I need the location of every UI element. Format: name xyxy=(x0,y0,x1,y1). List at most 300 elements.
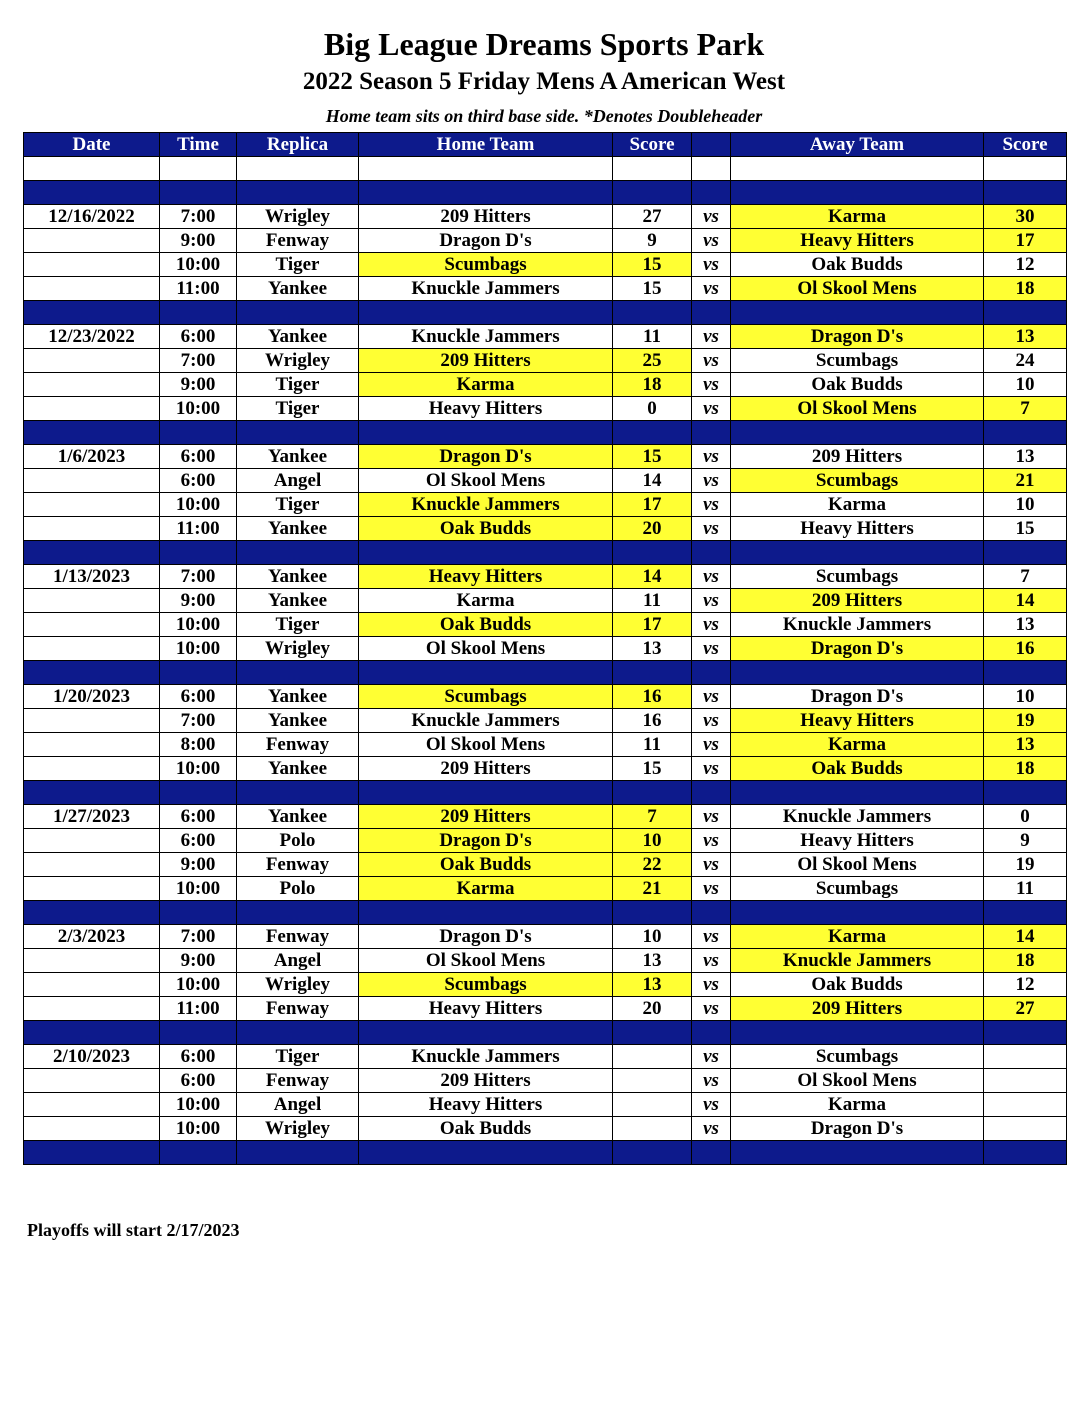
away-score: 7 xyxy=(984,397,1067,421)
game-date xyxy=(24,1093,160,1117)
home-score: 14 xyxy=(613,565,692,589)
home-score xyxy=(613,1117,692,1141)
game-time: 6:00 xyxy=(160,325,237,349)
game-time: 10:00 xyxy=(160,493,237,517)
vs-label: vs xyxy=(692,613,731,637)
col-header-home-score: Score xyxy=(613,133,692,157)
home-score: 10 xyxy=(613,829,692,853)
home-team: 209 Hitters xyxy=(359,805,613,829)
away-score: 14 xyxy=(984,589,1067,613)
game-replica: Angel xyxy=(237,1093,359,1117)
col-header-time: Time xyxy=(160,133,237,157)
home-score: 20 xyxy=(613,517,692,541)
home-score: 15 xyxy=(613,277,692,301)
game-replica: Tiger xyxy=(237,373,359,397)
game-row xyxy=(24,733,1067,757)
game-time: 9:00 xyxy=(160,589,237,613)
home-team: Ol Skool Mens xyxy=(359,733,613,757)
game-date: 1/6/2023 xyxy=(24,445,160,469)
page-title: Big League Dreams Sports Park xyxy=(323,26,765,62)
game-date xyxy=(24,997,160,1021)
game-time: 7:00 xyxy=(160,925,237,949)
separator-row xyxy=(24,181,1067,205)
game-replica: Fenway xyxy=(237,733,359,757)
home-team: Knuckle Jammers xyxy=(359,1045,613,1069)
game-replica: Yankee xyxy=(237,325,359,349)
game-replica: Wrigley xyxy=(237,973,359,997)
game-date: 1/20/2023 xyxy=(24,685,160,709)
game-row xyxy=(24,973,1067,997)
vs-label: vs xyxy=(692,637,731,661)
away-team: Oak Budds xyxy=(731,373,984,397)
home-score: 13 xyxy=(613,949,692,973)
game-replica: Yankee xyxy=(237,277,359,301)
away-team: Dragon D's xyxy=(731,685,984,709)
game-time: 10:00 xyxy=(160,1093,237,1117)
game-row xyxy=(24,805,1067,829)
vs-label: vs xyxy=(692,829,731,853)
vs-label: vs xyxy=(692,709,731,733)
game-time: 7:00 xyxy=(160,349,237,373)
game-row xyxy=(24,325,1067,349)
home-score: 21 xyxy=(613,877,692,901)
away-score: 0 xyxy=(984,805,1067,829)
game-date xyxy=(24,349,160,373)
away-score: 13 xyxy=(984,613,1067,637)
game-row xyxy=(24,949,1067,973)
home-score: 22 xyxy=(613,853,692,877)
game-row xyxy=(24,445,1067,469)
game-date xyxy=(24,613,160,637)
separator-row xyxy=(24,421,1067,445)
game-row xyxy=(24,493,1067,517)
game-replica: Yankee xyxy=(237,805,359,829)
away-score xyxy=(984,1093,1067,1117)
home-team: Knuckle Jammers xyxy=(359,709,613,733)
home-score: 10 xyxy=(613,925,692,949)
home-team: Scumbags xyxy=(359,685,613,709)
away-score xyxy=(984,1045,1067,1069)
vs-label: vs xyxy=(692,589,731,613)
game-time: 6:00 xyxy=(160,805,237,829)
game-row xyxy=(24,565,1067,589)
vs-label: vs xyxy=(692,973,731,997)
away-team: Karma xyxy=(731,205,984,229)
game-time: 6:00 xyxy=(160,1045,237,1069)
game-replica: Yankee xyxy=(237,565,359,589)
game-row xyxy=(24,1069,1067,1093)
away-score: 11 xyxy=(984,877,1067,901)
away-team: Oak Budds xyxy=(731,973,984,997)
game-date xyxy=(24,517,160,541)
game-date xyxy=(24,637,160,661)
game-date: 2/3/2023 xyxy=(24,925,160,949)
game-time: 6:00 xyxy=(160,1069,237,1093)
away-score: 10 xyxy=(984,493,1067,517)
col-header-replica: Replica xyxy=(237,133,359,157)
game-time: 10:00 xyxy=(160,637,237,661)
game-replica: Polo xyxy=(237,829,359,853)
home-team: Ol Skool Mens xyxy=(359,469,613,493)
game-time: 9:00 xyxy=(160,949,237,973)
game-time: 10:00 xyxy=(160,757,237,781)
separator-row xyxy=(24,661,1067,685)
game-date: 12/23/2022 xyxy=(24,325,160,349)
game-date xyxy=(24,1069,160,1093)
game-date xyxy=(24,853,160,877)
separator-row xyxy=(24,1141,1067,1165)
game-row xyxy=(24,397,1067,421)
game-date xyxy=(24,469,160,493)
game-replica: Wrigley xyxy=(237,637,359,661)
game-time: 10:00 xyxy=(160,397,237,421)
separator-row xyxy=(24,541,1067,565)
vs-label: vs xyxy=(692,493,731,517)
away-score: 12 xyxy=(984,973,1067,997)
away-team: Dragon D's xyxy=(731,325,984,349)
col-header-vs xyxy=(692,133,731,157)
away-team: Knuckle Jammers xyxy=(731,613,984,637)
game-date xyxy=(24,253,160,277)
game-date xyxy=(24,757,160,781)
game-date xyxy=(24,493,160,517)
away-team: Knuckle Jammers xyxy=(731,805,984,829)
game-row xyxy=(24,253,1067,277)
game-replica: Yankee xyxy=(237,757,359,781)
home-team: Heavy Hitters xyxy=(359,397,613,421)
away-team: Dragon D's xyxy=(731,1117,984,1141)
away-score: 12 xyxy=(984,253,1067,277)
away-score: 14 xyxy=(984,925,1067,949)
home-score: 11 xyxy=(613,325,692,349)
away-team: 209 Hitters xyxy=(731,997,984,1021)
schedule-body xyxy=(24,157,1067,1165)
game-row xyxy=(24,229,1067,253)
game-date: 2/10/2023 xyxy=(24,1045,160,1069)
game-row xyxy=(24,1117,1067,1141)
away-score: 27 xyxy=(984,997,1067,1021)
vs-label: vs xyxy=(692,349,731,373)
game-replica: Yankee xyxy=(237,589,359,613)
home-score: 16 xyxy=(613,709,692,733)
home-team: Oak Budds xyxy=(359,1117,613,1141)
away-team: Heavy Hitters xyxy=(731,517,984,541)
col-header-away-score: Score xyxy=(984,133,1067,157)
game-replica: Fenway xyxy=(237,997,359,1021)
game-replica: Yankee xyxy=(237,709,359,733)
game-time: 10:00 xyxy=(160,973,237,997)
game-time: 6:00 xyxy=(160,469,237,493)
away-score: 24 xyxy=(984,349,1067,373)
away-score: 13 xyxy=(984,325,1067,349)
game-time: 11:00 xyxy=(160,277,237,301)
home-team: Ol Skool Mens xyxy=(359,637,613,661)
home-team: Oak Budds xyxy=(359,613,613,637)
game-time: 6:00 xyxy=(160,445,237,469)
vs-label: vs xyxy=(692,397,731,421)
home-team: Dragon D's xyxy=(359,829,613,853)
vs-label: vs xyxy=(692,733,731,757)
game-replica: Tiger xyxy=(237,1045,359,1069)
home-score: 13 xyxy=(613,637,692,661)
page-subtitle: 2022 Season 5 Friday Mens A American West xyxy=(302,68,786,95)
away-score: 10 xyxy=(984,685,1067,709)
home-score: 15 xyxy=(613,253,692,277)
game-row xyxy=(24,517,1067,541)
away-team: Oak Budds xyxy=(731,253,984,277)
away-team: Karma xyxy=(731,925,984,949)
game-row xyxy=(24,1045,1067,1069)
home-team: Heavy Hitters xyxy=(359,997,613,1021)
vs-label: vs xyxy=(692,445,731,469)
home-team: Knuckle Jammers xyxy=(359,325,613,349)
away-team: Karma xyxy=(731,493,984,517)
game-date xyxy=(24,733,160,757)
away-score: 13 xyxy=(984,445,1067,469)
game-date xyxy=(24,949,160,973)
game-date xyxy=(24,973,160,997)
game-row xyxy=(24,613,1067,637)
home-score: 15 xyxy=(613,757,692,781)
game-row xyxy=(24,853,1067,877)
home-score xyxy=(613,1069,692,1093)
away-score: 18 xyxy=(984,757,1067,781)
away-team: Knuckle Jammers xyxy=(731,949,984,973)
vs-label: vs xyxy=(692,925,731,949)
game-date xyxy=(24,397,160,421)
game-time: 10:00 xyxy=(160,613,237,637)
game-time: 11:00 xyxy=(160,997,237,1021)
page-note: Home team sits on third base side. *Denotes Doubleheader xyxy=(325,106,763,126)
vs-label: vs xyxy=(692,565,731,589)
away-team: Heavy Hitters xyxy=(731,709,984,733)
game-date xyxy=(24,373,160,397)
game-date: 1/13/2023 xyxy=(24,565,160,589)
home-team: Karma xyxy=(359,373,613,397)
home-team: Karma xyxy=(359,877,613,901)
game-row xyxy=(24,205,1067,229)
game-row xyxy=(24,637,1067,661)
home-score: 27 xyxy=(613,205,692,229)
game-time: 10:00 xyxy=(160,253,237,277)
away-score: 9 xyxy=(984,829,1067,853)
away-team: Oak Budds xyxy=(731,757,984,781)
home-team: Dragon D's xyxy=(359,229,613,253)
game-date xyxy=(24,277,160,301)
game-date: 12/16/2022 xyxy=(24,205,160,229)
game-time: 9:00 xyxy=(160,853,237,877)
game-row xyxy=(24,349,1067,373)
away-team: Scumbags xyxy=(731,565,984,589)
game-date xyxy=(24,229,160,253)
home-team: 209 Hitters xyxy=(359,757,613,781)
away-team: Ol Skool Mens xyxy=(731,397,984,421)
home-team: Knuckle Jammers xyxy=(359,277,613,301)
game-date xyxy=(24,1117,160,1141)
home-team: Oak Budds xyxy=(359,517,613,541)
game-row xyxy=(24,685,1067,709)
away-score: 21 xyxy=(984,469,1067,493)
game-time: 11:00 xyxy=(160,517,237,541)
vs-label: vs xyxy=(692,1069,731,1093)
vs-label: vs xyxy=(692,325,731,349)
schedule-table xyxy=(23,132,1067,1165)
home-score: 15 xyxy=(613,445,692,469)
playoffs-note: Playoffs will start 2/17/2023 xyxy=(27,1220,240,1240)
home-score: 25 xyxy=(613,349,692,373)
game-time: 10:00 xyxy=(160,877,237,901)
vs-label: vs xyxy=(692,205,731,229)
vs-label: vs xyxy=(692,685,731,709)
game-replica: Tiger xyxy=(237,613,359,637)
away-score: 13 xyxy=(984,733,1067,757)
home-score: 11 xyxy=(613,589,692,613)
game-row xyxy=(24,373,1067,397)
game-replica: Yankee xyxy=(237,685,359,709)
home-team: Ol Skool Mens xyxy=(359,949,613,973)
game-row xyxy=(24,1093,1067,1117)
vs-label: vs xyxy=(692,1117,731,1141)
home-score: 16 xyxy=(613,685,692,709)
away-team: Scumbags xyxy=(731,1045,984,1069)
away-team: Heavy Hitters xyxy=(731,229,984,253)
home-score: 18 xyxy=(613,373,692,397)
game-replica: Polo xyxy=(237,877,359,901)
game-replica: Angel xyxy=(237,949,359,973)
game-time: 7:00 xyxy=(160,565,237,589)
home-team: Karma xyxy=(359,589,613,613)
game-row xyxy=(24,925,1067,949)
home-team: Oak Budds xyxy=(359,853,613,877)
away-score: 7 xyxy=(984,565,1067,589)
vs-label: vs xyxy=(692,253,731,277)
home-team: Dragon D's xyxy=(359,445,613,469)
vs-label: vs xyxy=(692,877,731,901)
away-score: 10 xyxy=(984,373,1067,397)
vs-label: vs xyxy=(692,853,731,877)
separator-row xyxy=(24,901,1067,925)
game-row xyxy=(24,589,1067,613)
vs-label: vs xyxy=(692,757,731,781)
game-row xyxy=(24,277,1067,301)
away-team: Scumbags xyxy=(731,877,984,901)
game-date: 1/27/2023 xyxy=(24,805,160,829)
game-time: 7:00 xyxy=(160,205,237,229)
home-score: 20 xyxy=(613,997,692,1021)
away-score: 16 xyxy=(984,637,1067,661)
game-time: 6:00 xyxy=(160,829,237,853)
game-replica: Yankee xyxy=(237,517,359,541)
vs-label: vs xyxy=(692,997,731,1021)
game-replica: Wrigley xyxy=(237,349,359,373)
home-team: Knuckle Jammers xyxy=(359,493,613,517)
vs-label: vs xyxy=(692,373,731,397)
game-replica: Tiger xyxy=(237,493,359,517)
game-replica: Fenway xyxy=(237,925,359,949)
home-score xyxy=(613,1093,692,1117)
game-date xyxy=(24,709,160,733)
game-replica: Wrigley xyxy=(237,1117,359,1141)
home-score: 17 xyxy=(613,493,692,517)
separator-row xyxy=(24,1021,1067,1045)
game-replica: Fenway xyxy=(237,853,359,877)
away-team: Karma xyxy=(731,733,984,757)
vs-label: vs xyxy=(692,1045,731,1069)
home-score: 17 xyxy=(613,613,692,637)
away-score: 19 xyxy=(984,853,1067,877)
away-team: Ol Skool Mens xyxy=(731,277,984,301)
game-time: 9:00 xyxy=(160,229,237,253)
home-team: Scumbags xyxy=(359,973,613,997)
away-team: Heavy Hitters xyxy=(731,829,984,853)
away-score xyxy=(984,1069,1067,1093)
col-header-home-team: Home Team xyxy=(359,133,613,157)
home-score: 0 xyxy=(613,397,692,421)
home-team: Heavy Hitters xyxy=(359,1093,613,1117)
separator-row xyxy=(24,781,1067,805)
away-team: 209 Hitters xyxy=(731,445,984,469)
away-score: 17 xyxy=(984,229,1067,253)
home-team: Heavy Hitters xyxy=(359,565,613,589)
col-header-date: Date xyxy=(24,133,160,157)
vs-label: vs xyxy=(692,469,731,493)
game-time: 8:00 xyxy=(160,733,237,757)
game-time: 10:00 xyxy=(160,1117,237,1141)
vs-label: vs xyxy=(692,517,731,541)
home-score: 13 xyxy=(613,973,692,997)
game-row xyxy=(24,469,1067,493)
game-date xyxy=(24,829,160,853)
home-team: Dragon D's xyxy=(359,925,613,949)
vs-label: vs xyxy=(692,277,731,301)
away-score xyxy=(984,1117,1067,1141)
game-time: 6:00 xyxy=(160,685,237,709)
home-score xyxy=(613,1045,692,1069)
home-team: Scumbags xyxy=(359,253,613,277)
header-row xyxy=(24,133,1067,157)
away-score: 19 xyxy=(984,709,1067,733)
away-team: Scumbags xyxy=(731,469,984,493)
blank-row xyxy=(24,157,1067,181)
home-team: 209 Hitters xyxy=(359,205,613,229)
game-date xyxy=(24,589,160,613)
away-team: Karma xyxy=(731,1093,984,1117)
home-team: 209 Hitters xyxy=(359,349,613,373)
away-team: Ol Skool Mens xyxy=(731,1069,984,1093)
separator-row xyxy=(24,301,1067,325)
home-score: 7 xyxy=(613,805,692,829)
game-replica: Tiger xyxy=(237,397,359,421)
game-row xyxy=(24,757,1067,781)
game-replica: Angel xyxy=(237,469,359,493)
vs-label: vs xyxy=(692,949,731,973)
away-score: 18 xyxy=(984,277,1067,301)
game-replica: Yankee xyxy=(237,445,359,469)
game-replica: Fenway xyxy=(237,1069,359,1093)
away-team: 209 Hitters xyxy=(731,589,984,613)
vs-label: vs xyxy=(692,229,731,253)
game-replica: Wrigley xyxy=(237,205,359,229)
home-score: 14 xyxy=(613,469,692,493)
away-score: 18 xyxy=(984,949,1067,973)
home-score: 9 xyxy=(613,229,692,253)
away-score: 30 xyxy=(984,205,1067,229)
game-replica: Fenway xyxy=(237,229,359,253)
game-time: 7:00 xyxy=(160,709,237,733)
away-score: 15 xyxy=(984,517,1067,541)
away-team: Dragon D's xyxy=(731,637,984,661)
game-row xyxy=(24,709,1067,733)
